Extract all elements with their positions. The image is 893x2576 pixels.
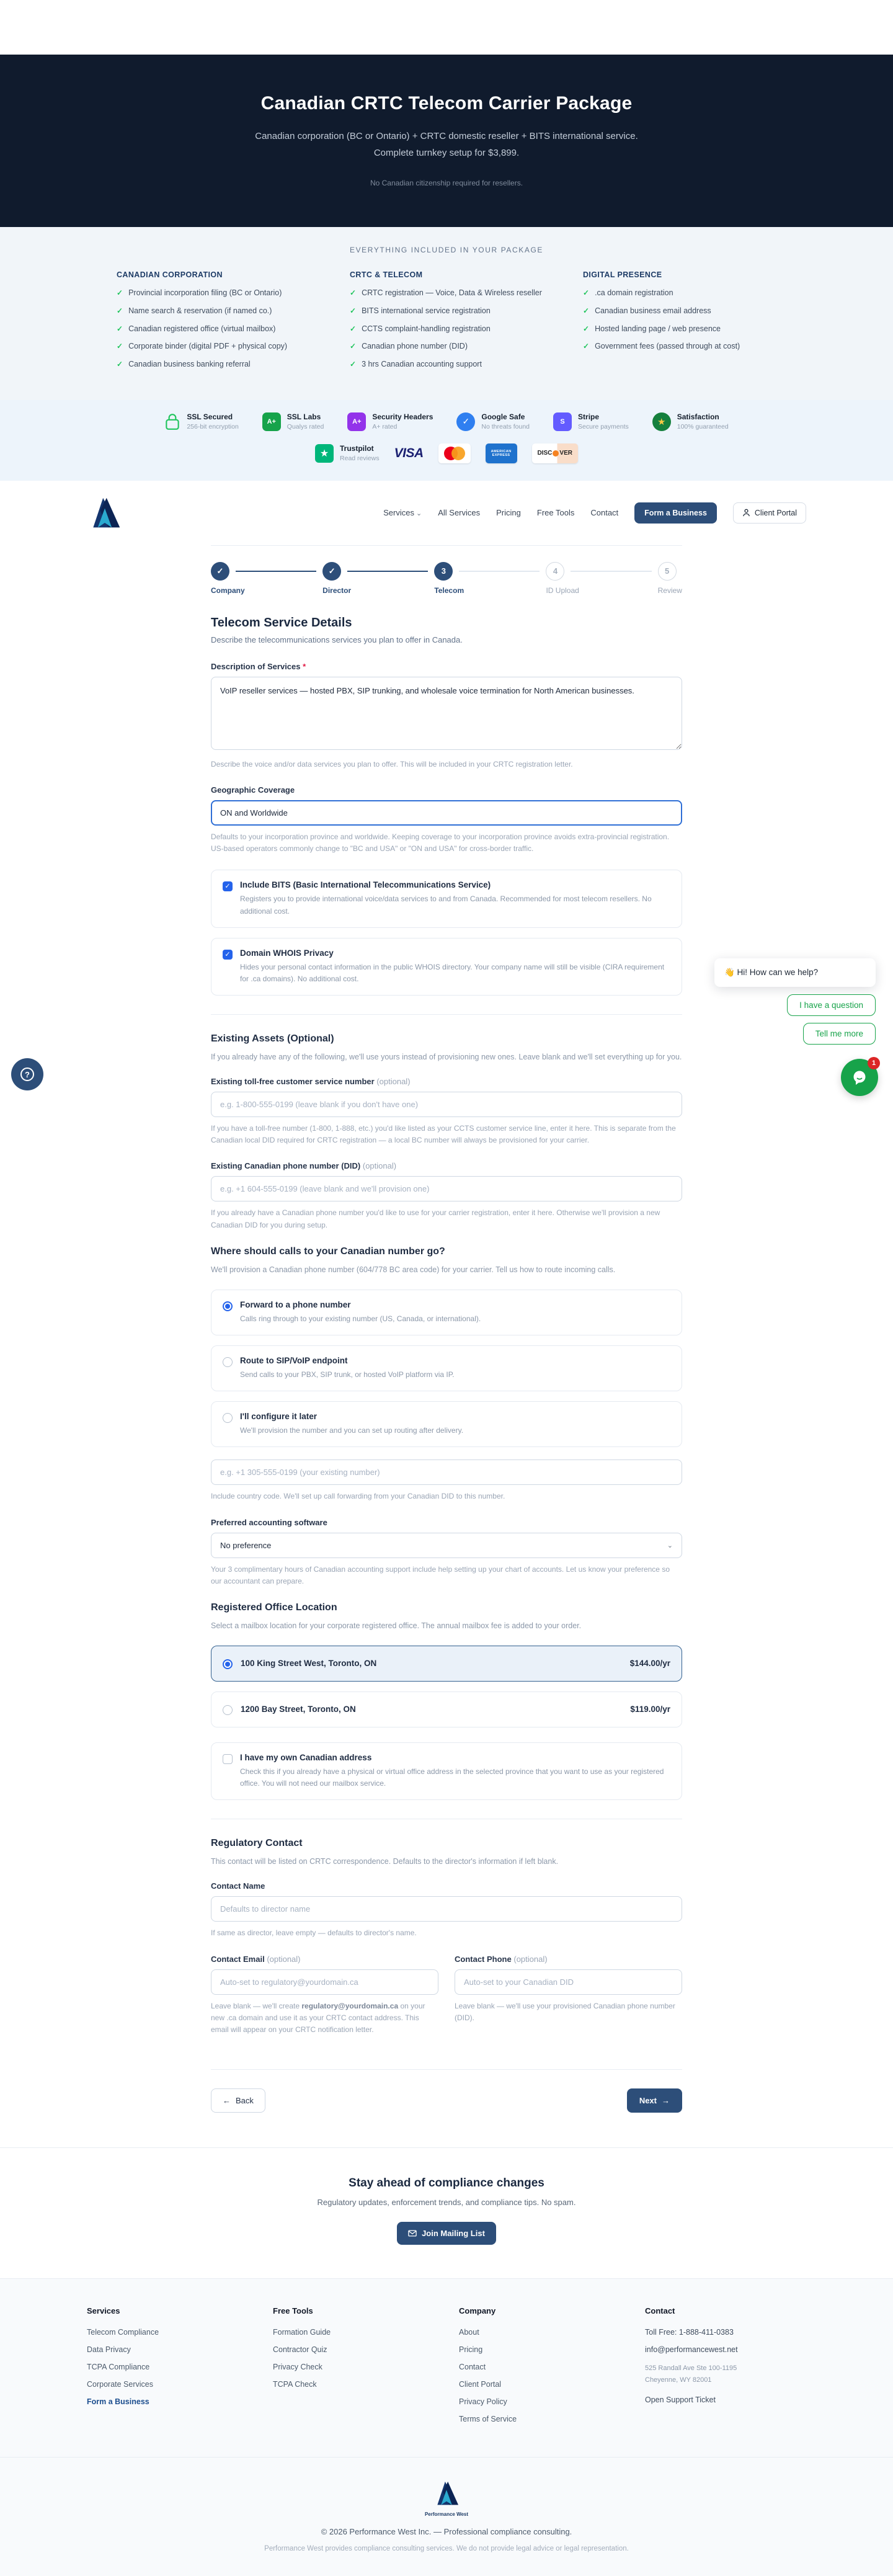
regulatory-desc: This contact will be listed on CRTC correspondence. Defaults to the director's information if left blank.: [211, 1857, 559, 1866]
footer: [0, 2278, 893, 2576]
sip-radio[interactable]: [223, 1357, 233, 1367]
join-mailing-list-button[interactable]: Join Mailing List: [397, 2222, 496, 2245]
amex-logo: AMERICAN EXPRESS: [486, 443, 517, 463]
included-item: ✓ BITS international service registration: [350, 305, 543, 317]
trust-strip: [0, 400, 893, 481]
performance-west-footer-logo: [432, 2480, 461, 2507]
wizard-main: [211, 545, 682, 2113]
forward-helper: Include country code. We'll set up call forwarding from your Canadian DID to this number.: [211, 1492, 505, 1501]
services-textarea[interactable]: [211, 677, 682, 750]
top-strip: [0, 0, 893, 55]
whois-option-card[interactable]: [211, 938, 682, 996]
chat-bubble-icon: [850, 1068, 869, 1087]
office-desc: Select a mailbox location for your corporate registered office. The annual mailbox fee is added to your order.: [211, 1621, 582, 1630]
footer-address: 525 Randall Ave Ste 100-1195 Cheyenne, WY 82001: [645, 2364, 737, 2384]
later-radio[interactable]: [223, 1413, 233, 1423]
services-label: Description of Services *: [211, 661, 306, 671]
footer-link-form-a-business[interactable]: Form a Business: [87, 2397, 149, 2407]
a-plus-green-icon: A+: [262, 412, 281, 431]
chat-option-tell-me-more[interactable]: Tell me more: [803, 1023, 876, 1045]
footer-col-free-tools: Free Tools Formation Guide Contractor Quiz Privacy Check TCPA Check: [273, 2306, 434, 2432]
check-icon: ✓: [117, 306, 123, 315]
question-mark-icon: ?: [20, 1067, 34, 1081]
office-option-king[interactable]: 100 King Street West, Toronto, ON $144.00/yr: [211, 1646, 682, 1682]
contact-phone-input[interactable]: [455, 1969, 682, 1995]
form-subtitle: Describe the telecommunications services you plan to offer in Canada.: [211, 635, 463, 644]
assets-title: Existing Assets (Optional): [211, 1033, 334, 1045]
badge-stripe: S Stripe Secure payments: [553, 412, 629, 431]
office-bay-radio[interactable]: [223, 1705, 233, 1715]
newsletter-section: [0, 2147, 893, 2278]
geo-input[interactable]: [211, 800, 682, 826]
hero-banner: [0, 55, 893, 227]
did-helper: If you already have a Canadian phone number you'd like to use for your carrier registration, enter it here. Otherwise we'll provision a new Canadian DID for you during setup.: [211, 1208, 660, 1229]
included-item: ✓ CCTS complaint-handling registration: [350, 323, 543, 335]
chat-launcher-button[interactable]: [841, 1059, 878, 1096]
footer-col-company: Company About Pricing Contact Client Portal Privacy Policy Terms of Service: [459, 2306, 620, 2432]
included-column-corporation: CANADIAN CORPORATION ✓ Provincial incorporation filing (BC or Ontario) ✓ Name search & reservation (if named co.) ✓ Canadian registered office (virtual mailbox) ✓ Corporate binder (digital PDF + physical copy) ✓ Canadian business banking referral: [117, 270, 310, 377]
bits-label: Include BITS (Basic International Telecommunications Service): [240, 880, 491, 890]
navbar: [0, 481, 893, 545]
chevron-down-icon: ⌄: [416, 510, 422, 518]
tollfree-label: Existing toll-free customer service number (optional): [211, 1077, 411, 1087]
stripe-icon: S: [553, 412, 572, 431]
select-caret-icon: ⌄: [667, 1541, 673, 1549]
chat-unread-badge: 1: [868, 1057, 880, 1069]
assets-desc: If you already have any of the following, we'll use yours instead of provisioning new ones. Leave blank and we'll set everything up for you.: [211, 1053, 682, 1062]
footer-link[interactable]: About: [459, 2328, 479, 2337]
step-number: 4: [546, 562, 564, 581]
office-king-radio[interactable]: [223, 1659, 233, 1669]
badge-google-safe: ✓ Google Safe No threats found: [456, 412, 530, 431]
badge-trustpilot[interactable]: ★ Trustpilot Read reviews: [315, 444, 380, 463]
newsletter-subtitle: Regulatory updates, enforcement trends, and compliance tips. No spam.: [317, 2198, 576, 2208]
included-column-digital: DIGITAL PRESENCE ✓ .ca domain registration ✓ Canadian business email address ✓ Hosted landing page / web presence ✓ Government fees (passed through at cost): [583, 270, 776, 377]
included-item: ✓ 3 hrs Canadian accounting support: [350, 359, 543, 370]
check-icon: ✓: [350, 360, 357, 368]
accounting-helper: Your 3 complimentary hours of Canadian accounting support include help setting up your chart of accounts. Let us know your preference so our accountant can prepare.: [211, 1564, 670, 1585]
nav-pricing[interactable]: Pricing: [496, 508, 521, 518]
regulatory-title: Regulatory Contact: [211, 1838, 303, 1849]
whois-desc: Hides your personal contact information in the public WHOIS directory. Your company name will still be visible (CIRA requirement for .ca domains). No additional cost.: [240, 962, 665, 983]
nav-free-tools[interactable]: Free Tools: [536, 508, 575, 518]
included-item: ✓ Canadian business banking referral: [117, 359, 310, 370]
routing-desc: We'll provision a Canadian phone number (604/778 BC area code) for your carrier. Tell us how to route incoming calls.: [211, 1265, 616, 1274]
office-option-bay[interactable]: 1200 Bay Street, Toronto, ON $119.00/yr: [211, 1691, 682, 1727]
accounting-label: Preferred accounting software: [211, 1517, 327, 1527]
bits-checkbox[interactable]: ✓: [223, 881, 233, 891]
check-icon: ✓: [117, 342, 123, 351]
disclaimer: Performance West provides compliance consulting services. We do not provide legal advice or legal representation.: [264, 2545, 629, 2553]
step-id-upload[interactable]: 4 ID Upload: [546, 562, 657, 595]
whois-checkbox[interactable]: ✓: [223, 950, 233, 960]
form-a-business-button[interactable]: Form a Business: [634, 502, 717, 524]
footer-link[interactable]: Terms of Service: [459, 2415, 517, 2424]
footer-link[interactable]: Corporate Services: [87, 2380, 153, 2389]
included-item: ✓ CRTC registration — Voice, Data & Wireless reseller: [350, 287, 543, 299]
office-king-price: $144.00/yr: [629, 1659, 670, 1669]
accounting-select[interactable]: No preference ⌄: [211, 1533, 682, 1558]
nav-services-menu[interactable]: Services ⌄: [383, 508, 422, 518]
form-title: Telecom Service Details: [211, 615, 352, 630]
tollfree-input[interactable]: [211, 1092, 682, 1117]
included-item: ✓ Government fees (passed through at cost): [583, 341, 776, 352]
mastercard-logo: [438, 443, 471, 463]
chat-greeting-bubble[interactable]: 👋 Hi! How can we help?: [714, 958, 876, 987]
back-button[interactable]: ← Back: [211, 2088, 265, 2113]
client-portal-button[interactable]: Client Portal: [733, 502, 806, 524]
next-button[interactable]: Next →: [627, 2088, 682, 2113]
included-item: ✓ Canadian business email address: [583, 305, 776, 317]
step-number: 3: [434, 562, 453, 581]
trustpilot-star-icon: ★: [315, 444, 334, 463]
performance-west-logo[interactable]: [87, 496, 123, 530]
discover-dot-icon: [553, 450, 559, 457]
footer-link[interactable]: Client Portal: [459, 2380, 502, 2389]
envelope-icon: [408, 2230, 417, 2237]
copyright: © 2026 Performance West Inc. — Professional compliance consulting.: [321, 2527, 572, 2537]
included-item: ✓ Provincial incorporation filing (BC or Ontario): [117, 287, 310, 299]
brand-name: Performance West: [424, 2511, 469, 2518]
newsletter-title: Stay ahead of compliance changes: [349, 2177, 544, 2190]
shield-check-icon: ✓: [456, 412, 475, 431]
included-heading: EVERYTHING INCLUDED IN YOUR PACKAGE: [349, 246, 544, 254]
included-item: ✓ .ca domain registration: [583, 287, 776, 299]
check-icon: ✓: [350, 306, 357, 315]
badge-ssl-secured: SSL Secured 256-bit encryption: [164, 412, 238, 431]
badge-ssl-labs: A+ SSL Labs Qualys rated: [262, 412, 324, 431]
footer-support-ticket[interactable]: Open Support Ticket: [645, 2396, 716, 2405]
included-item: ✓ Name search & reservation (if named co.): [117, 305, 310, 317]
footer-link[interactable]: Privacy Policy: [459, 2397, 507, 2407]
badge-security-headers: A+ Security Headers A+ rated: [347, 412, 433, 431]
footer-link[interactable]: Pricing: [459, 2345, 483, 2355]
included-item: ✓ Hosted landing page / web presence: [583, 323, 776, 335]
chat-option-question[interactable]: I have a question: [787, 994, 876, 1016]
routing-option-sip[interactable]: Route to SIP/VoIP endpoint Send calls to your PBX, SIP trunk, or hosted VoIP platform via IP.: [211, 1345, 682, 1391]
footer-tollfree: Toll Free: 1-888-411-0383: [645, 2328, 734, 2337]
arrow-right-icon: →: [662, 2096, 670, 2106]
footer-email[interactable]: info@performancewest.net: [645, 2345, 738, 2355]
forward-radio[interactable]: [223, 1301, 233, 1311]
lock-icon: [164, 412, 180, 431]
visa-logo: VISA: [394, 445, 424, 460]
included-section: [0, 227, 893, 400]
included-item: ✓ Canadian phone number (DID): [350, 341, 543, 352]
step-company[interactable]: ✓ Company: [211, 562, 322, 595]
step-check-icon: ✓: [322, 562, 341, 581]
check-icon: ✓: [583, 342, 590, 351]
included-item: ✓ Canadian registered office (virtual mailbox): [117, 323, 310, 335]
required-asterisk: *: [303, 661, 306, 671]
step-review[interactable]: 5 Review: [658, 562, 682, 595]
contact-phone-helper: Leave blank — we'll use your provisioned Canadian phone number (DID).: [455, 2001, 675, 2022]
footer-link[interactable]: Formation Guide: [273, 2328, 331, 2337]
routing-title: Where should calls to your Canadian number go?: [211, 1246, 445, 1257]
footer-col-contact: Contact Toll Free: 1-888-411-0383 info@performancewest.net 525 Randall Ave Ste 100-1195 Cheyenne, WY 82001 Open Support Ticket: [645, 2306, 806, 2432]
footer-link[interactable]: Data Privacy: [87, 2345, 131, 2355]
check-icon: ✓: [117, 360, 123, 368]
check-icon: ✓: [583, 306, 590, 315]
did-label: Existing Canadian phone number (DID) (optional): [211, 1161, 397, 1171]
geo-helper: Defaults to your incorporation province and worldwide. Keeping coverage to your incorporation province avoids extra-provincial registration. US-based operators commonly change to "BC and USA" or "ON and USA" for cross-border traffic.: [211, 832, 670, 853]
badge-satisfaction: ★ Satisfaction 100% guaranteed: [652, 412, 729, 431]
check-icon: ✓: [117, 288, 123, 297]
divider: [211, 1014, 682, 1015]
footer-link[interactable]: Contractor Quiz: [273, 2345, 327, 2355]
contact-name-helper: If same as director, leave empty — defaults to director's name.: [211, 1928, 417, 1938]
footer-link[interactable]: TCPA Check: [273, 2380, 317, 2389]
page-title: Canadian CRTC Telecom Carrier Package: [260, 93, 633, 114]
check-icon: ✓: [583, 288, 590, 297]
routing-option-later[interactable]: I'll configure it later We'll provision the number and you can set up routing after delivery.: [211, 1401, 682, 1447]
forward-number-input[interactable]: [211, 1460, 682, 1485]
footer-link[interactable]: TCPA Compliance: [87, 2363, 150, 2372]
person-icon: [742, 509, 750, 517]
contact-name-label: Contact Name: [211, 1881, 265, 1891]
bits-option-card[interactable]: [211, 870, 682, 927]
whois-label: Domain WHOIS Privacy: [240, 948, 334, 958]
did-input[interactable]: [211, 1176, 682, 1201]
arrow-left-icon: ←: [223, 2096, 231, 2106]
office-bay-price: $119.00/yr: [630, 1705, 670, 1714]
check-icon: ✓: [117, 324, 123, 333]
hero-subtitle: Canadian corporation (BC or Ontario) + CRTC domestic reseller + BITS international service. Complete turnkey setup for $3,899.: [255, 131, 638, 158]
own-address-checkbox[interactable]: [223, 1754, 233, 1764]
services-helper: Describe the voice and/or data services you plan to offer. This will be included in your CRTC registration letter.: [211, 759, 573, 769]
footer-col-services: Services Telecom Compliance Data Privacy TCPA Compliance Corporate Services Form a Business: [87, 2306, 248, 2432]
own-address-card[interactable]: I have my own Canadian address Check this if you already have a physical or virtual office address in the selected province that you want to use as your registered office. You will not need our mailbox service.: [211, 1742, 682, 1800]
star-medal-icon: ★: [652, 412, 671, 431]
a-plus-purple-icon: A+: [347, 412, 366, 431]
office-title: Registered Office Location: [211, 1602, 337, 1613]
contact-email-input[interactable]: [211, 1969, 438, 1995]
progress-stepper: [211, 562, 682, 595]
tollfree-helper: If you have a toll-free number (1-800, 1-888, etc.) you'd like listed as your CCTS customer service line, enter it here. This is separate from the Canadian local DID required for CRTC registration — a local BC number will always be provisioned for your carrier.: [211, 1124, 676, 1145]
discover-logo: DISC VER: [532, 443, 578, 463]
divider: [211, 2069, 682, 2070]
hero-note: No Canadian citizenship required for resellers.: [370, 179, 523, 187]
check-icon: ✓: [583, 324, 590, 333]
included-column-crtc: CRTC & TELECOM ✓ CRTC registration — Voice, Data & Wireless reseller ✓ BITS international service registration ✓ CCTS complaint-handling registration ✓ Canadian phone number (DID) ✓ 3 hrs Canadian accounting support: [350, 270, 543, 377]
help-button[interactable]: [11, 1058, 43, 1090]
footer-link[interactable]: Privacy Check: [273, 2363, 322, 2372]
contact-email-helper: Leave blank — we'll create regulatory@yourdomain.ca on your new .ca domain and use it as your CRTC contact address. This email will appear on your CRTC notification letter.: [211, 2001, 425, 2034]
geo-label: Geographic Coverage: [211, 785, 295, 795]
step-director[interactable]: ✓ Director: [322, 562, 434, 595]
step-telecom[interactable]: 3 Telecom: [434, 562, 546, 595]
contact-email-label: Contact Email (optional): [211, 1954, 301, 1964]
check-icon: ✓: [350, 342, 357, 351]
footer-link[interactable]: Telecom Compliance: [87, 2328, 159, 2337]
nav-contact[interactable]: Contact: [590, 508, 619, 518]
routing-option-forward[interactable]: Forward to a phone number Calls ring through to your existing number (US, Canada, or international).: [211, 1290, 682, 1335]
check-icon: ✓: [350, 288, 357, 297]
footer-link[interactable]: Contact: [459, 2363, 486, 2372]
included-item: ✓ Corporate binder (digital PDF + physical copy): [117, 341, 310, 352]
step-check-icon: ✓: [211, 562, 229, 581]
check-icon: ✓: [350, 324, 357, 333]
step-number: 5: [658, 562, 677, 581]
nav-all-services[interactable]: All Services: [438, 508, 481, 518]
chat-quick-replies: [787, 994, 876, 1045]
bits-desc: Registers you to provide international voice/data services to and from Canada. Recommended for most telecom resellers. No additional cost.: [240, 894, 652, 916]
contact-phone-label: Contact Phone (optional): [455, 1954, 548, 1964]
contact-name-input[interactable]: [211, 1896, 682, 1922]
